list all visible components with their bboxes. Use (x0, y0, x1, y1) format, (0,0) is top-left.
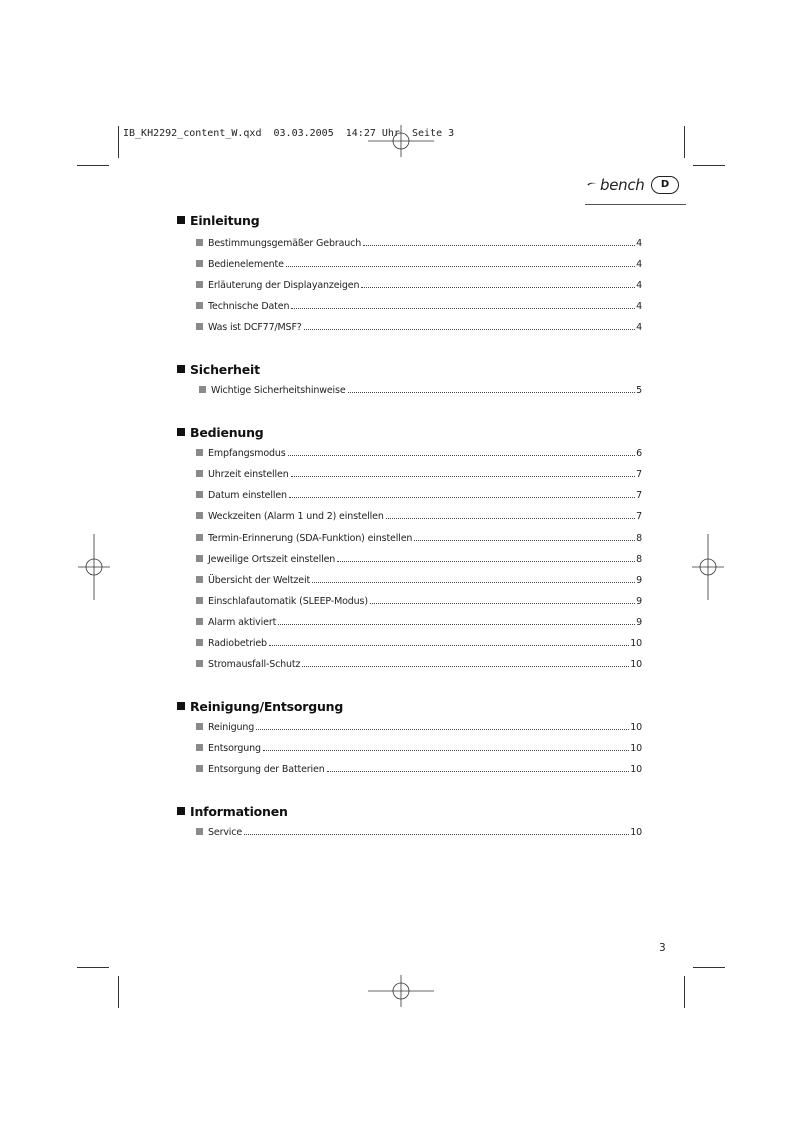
section-heading (177, 802, 647, 820)
square-bullet-icon (177, 216, 185, 224)
entry-page: 4 (636, 280, 642, 291)
registration-mark-left (78, 534, 110, 600)
toc-entry[interactable] (196, 445, 642, 459)
square-bullet-icon (196, 512, 203, 519)
section-title: Sicherheit (190, 361, 260, 377)
entry-page: 10 (630, 764, 642, 775)
dot-leader (361, 287, 635, 288)
entry-label: Reinigung (208, 722, 255, 733)
entry-label: Übersicht der Weltzeit (208, 575, 311, 586)
dot-leader (244, 834, 629, 835)
crop-mark (684, 126, 685, 158)
crop-mark (693, 165, 725, 166)
square-bullet-icon (177, 428, 185, 436)
square-bullet-icon (196, 302, 203, 309)
entry-label: Stromausfall-Schutz (208, 659, 301, 670)
entry-label: Uhrzeit einstellen (208, 469, 289, 480)
toc-entry[interactable] (196, 298, 642, 312)
entry-label: Weckzeiten (Alarm 1 und 2) einstellen (208, 511, 384, 522)
square-bullet-icon (196, 765, 203, 772)
square-bullet-icon (196, 470, 203, 477)
square-bullet-icon (196, 491, 203, 498)
toc-section-einleitung (177, 211, 647, 333)
dot-leader (289, 497, 635, 498)
dot-leader (337, 561, 635, 562)
square-bullet-icon (196, 660, 203, 667)
entry-label: Erläuterung der Displayanzeigen (208, 280, 360, 291)
crop-mark (77, 967, 109, 968)
toc-entry[interactable] (196, 593, 642, 607)
square-bullet-icon (196, 618, 203, 625)
square-bullet-icon (177, 807, 185, 815)
entry-page: 10 (630, 722, 642, 733)
dot-leader (304, 329, 635, 330)
entry-page: 9 (636, 617, 642, 628)
toc-entry[interactable] (196, 572, 642, 586)
entry-page: 10 (630, 659, 642, 670)
square-bullet-icon (196, 576, 203, 583)
toc-entry[interactable] (196, 256, 642, 270)
entry-page: 4 (636, 322, 642, 333)
section-heading (177, 697, 647, 715)
entry-label: Empfangsmodus (208, 448, 286, 459)
toc-entry[interactable] (196, 635, 642, 649)
page-number: 3 (659, 942, 666, 954)
square-bullet-icon (177, 365, 185, 373)
crop-mark (684, 976, 685, 1008)
section-title: Reinigung/Entsorgung (190, 698, 344, 714)
dot-leader (291, 308, 635, 309)
dot-leader (386, 518, 635, 519)
crop-mark (77, 165, 109, 166)
entry-label: Entsorgung der Batterien (208, 764, 325, 775)
toc-entry[interactable] (196, 656, 642, 670)
dot-leader (312, 582, 635, 583)
toc-section-sicherheit (177, 360, 647, 396)
toc-entry[interactable] (196, 824, 642, 838)
entry-page: 6 (636, 448, 642, 459)
language-badge: D (651, 176, 679, 194)
entry-label: Jeweilige Ortszeit einstellen (208, 554, 336, 565)
entry-label: Was ist DCF77/MSF? (208, 322, 302, 333)
square-bullet-icon (196, 239, 203, 246)
entry-page: 8 (636, 533, 642, 544)
dot-leader (286, 266, 635, 267)
header-rule (585, 204, 686, 205)
toc-entry[interactable] (196, 235, 642, 249)
entry-label: Radiobetrieb (208, 638, 267, 649)
toc-section-reinigung (177, 697, 647, 775)
section-title: Einleitung (190, 212, 260, 228)
square-bullet-icon (196, 534, 203, 541)
entry-page: 8 (636, 554, 642, 565)
toc-entry[interactable] (199, 382, 642, 396)
entry-label: Entsorgung (208, 743, 261, 754)
toc-entry[interactable] (196, 551, 642, 565)
entry-page: 4 (636, 259, 642, 270)
entry-page: 9 (636, 575, 642, 586)
entry-page: 10 (630, 743, 642, 754)
toc-entry[interactable] (196, 319, 642, 333)
toc-entry[interactable] (196, 719, 642, 733)
entry-label: Wichtige Sicherheitshinweise (211, 385, 346, 396)
brand-logo-mark (586, 176, 600, 192)
toc-entry[interactable] (196, 508, 642, 522)
entry-label: Technische Daten (208, 301, 290, 312)
square-bullet-icon (199, 386, 206, 393)
square-bullet-icon (196, 744, 203, 751)
entry-label: Bestimmungsgemäßer Gebrauch (208, 238, 362, 249)
toc-entry[interactable] (196, 530, 642, 544)
section-title: Informationen (190, 803, 288, 819)
dot-leader (263, 750, 629, 751)
dot-leader (302, 666, 629, 667)
registration-mark-top (368, 125, 434, 157)
dot-leader (327, 771, 630, 772)
square-bullet-icon (196, 639, 203, 646)
toc-section-bedienung (177, 423, 647, 670)
registration-mark-bottom (368, 975, 434, 1007)
entry-page: 7 (636, 490, 642, 501)
dot-leader (256, 729, 629, 730)
section-heading (177, 360, 647, 378)
square-bullet-icon (177, 702, 185, 710)
square-bullet-icon (196, 449, 203, 456)
toc-entry[interactable] (196, 466, 642, 480)
square-bullet-icon (196, 323, 203, 330)
entry-page: 10 (630, 638, 642, 649)
dot-leader (288, 455, 636, 456)
entry-label: Einschlafautomatik (SLEEP-Modus) (208, 596, 368, 607)
entry-page: 7 (636, 511, 642, 522)
square-bullet-icon (196, 723, 203, 730)
dot-leader (291, 476, 636, 477)
dot-leader (414, 540, 635, 541)
toc-entry[interactable] (196, 487, 642, 501)
crop-mark (693, 967, 725, 968)
square-bullet-icon (196, 260, 203, 267)
entry-label: Service (208, 827, 243, 838)
entry-page: 5 (636, 385, 642, 396)
toc-entry[interactable] (196, 277, 642, 291)
entry-label: Alarm aktiviert (208, 617, 277, 628)
dot-leader (363, 245, 635, 246)
brand-logo: bench (600, 176, 645, 194)
dot-leader (348, 392, 636, 393)
entry-label: Termin-Erinnerung (SDA-Funktion) einstellen (208, 533, 413, 544)
toc-section-informationen (177, 802, 647, 838)
entry-page: 4 (636, 238, 642, 249)
dot-leader (278, 624, 635, 625)
square-bullet-icon (196, 555, 203, 562)
section-title: Bedienung (190, 424, 264, 440)
entry-page: 10 (630, 827, 642, 838)
dot-leader (370, 603, 635, 604)
entry-page: 9 (636, 596, 642, 607)
section-heading (177, 423, 647, 441)
registration-mark-right (692, 534, 724, 600)
entry-label: Datum einstellen (208, 490, 287, 501)
section-heading (177, 211, 647, 229)
entry-label: Bedienelemente (208, 259, 284, 270)
toc-entry[interactable] (196, 740, 642, 754)
entry-page: 7 (636, 469, 642, 480)
crop-mark (118, 126, 119, 158)
toc-entry[interactable] (196, 761, 642, 775)
square-bullet-icon (196, 597, 203, 604)
toc-entry[interactable] (196, 614, 642, 628)
square-bullet-icon (196, 828, 203, 835)
dot-leader (269, 645, 629, 646)
crop-mark (118, 976, 119, 1008)
printer-slug: IB_KH2292_content_W.qxd 03.03.2005 14:27 Uhr Seite 3 (123, 128, 455, 139)
entry-page: 4 (636, 301, 642, 312)
square-bullet-icon (196, 281, 203, 288)
